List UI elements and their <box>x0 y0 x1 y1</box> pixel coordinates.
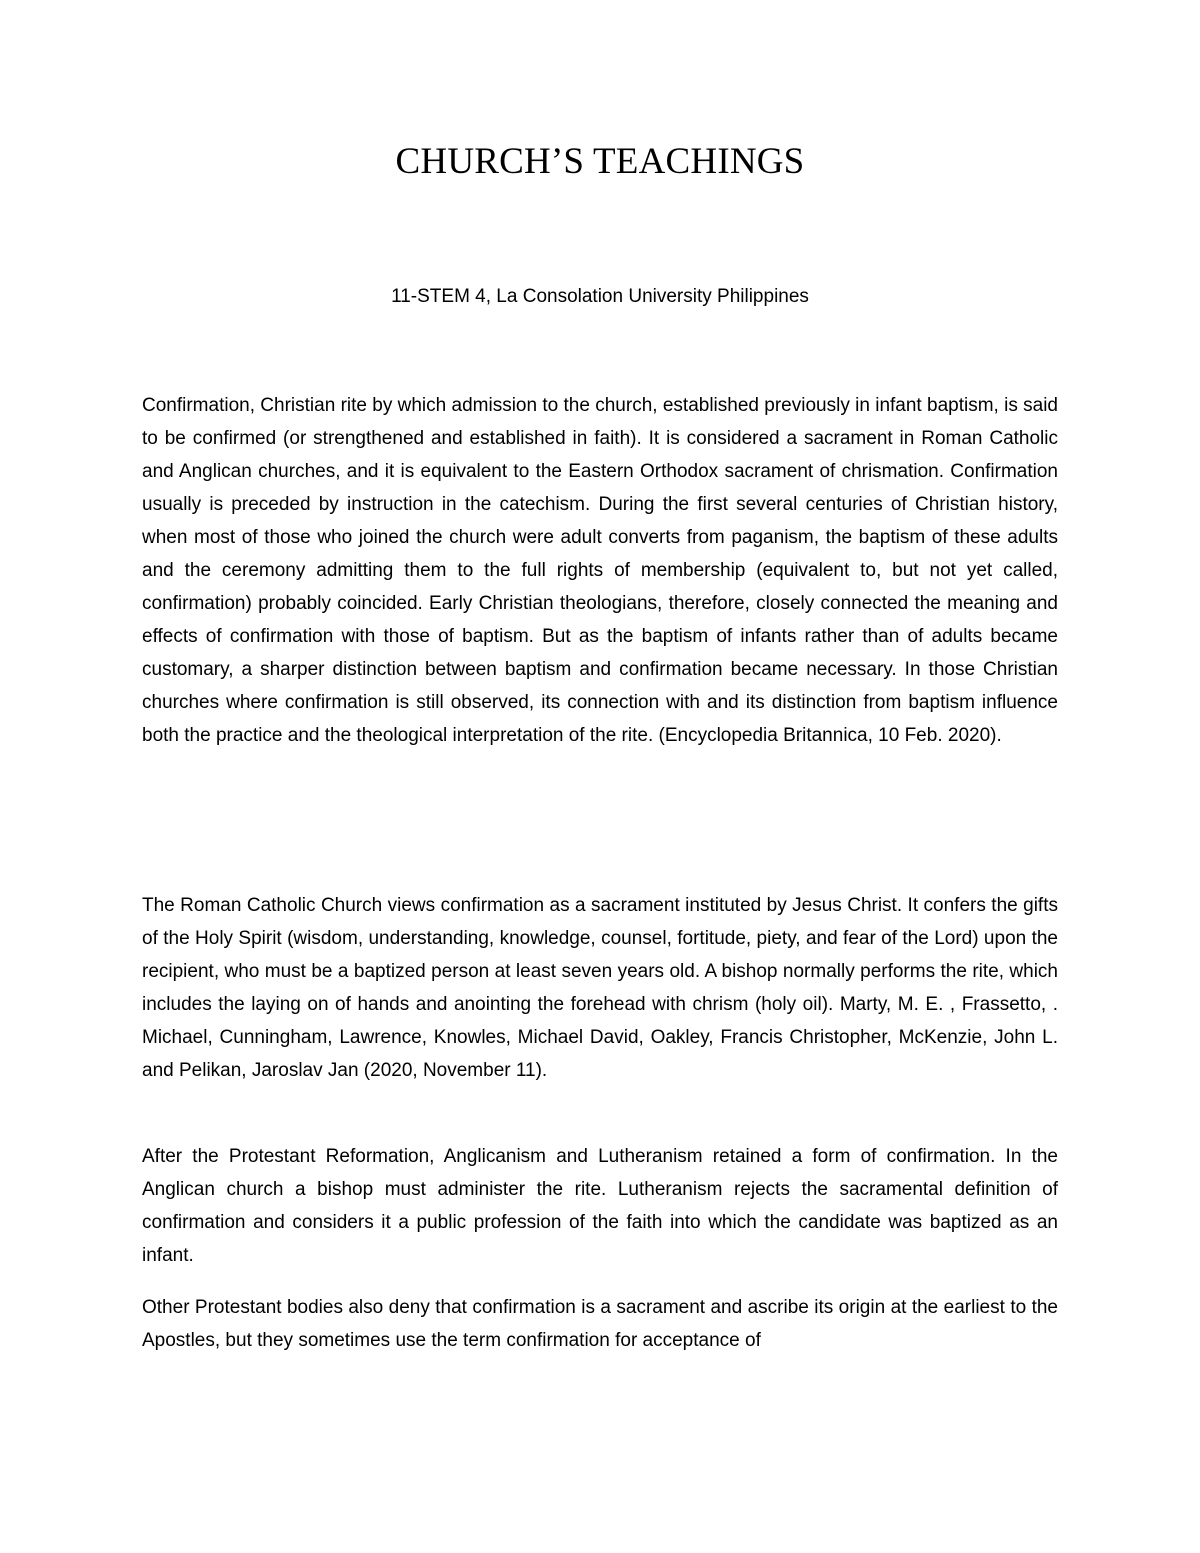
paragraph-other-protestant-bodies: Other Protestant bodies also deny that confirmation is a sacrament and ascribe its origin at the earliest to the Apostles, but they sometimes use the term confirmation for acceptance of <box>142 1297 1058 1351</box>
paragraph-confirmation-definition: Confirmation, Christian rite by which admission to the church, established previously in infant baptism, is said to be confirmed (or strengthened and established in faith). It is considered a sacrament in Roman Catholic and Anglican churches, and it is equivalent to the Eastern Orthodox sacrament of chrismation. Confirmation usually is preceded by instruction in the catechism. During the first several centuries of Christian history, when most of those who joined the church were adult converts from paganism, the baptism of these adults and the ceremony admitting them to the full rights of membership (equivalent to, but not yet called, confirmation) probably coincided. Early Christian theologians, therefore, closely connected the meaning and effects of confirmation with those of baptism. But as the baptism of infants rather than of adults became customary, a sharper distinction between baptism and confirmation became necessary. In those Christian churches where confirmation is still observed, its connection with and its distinction from baptism influence both the practice and the theological interpretation of the rite. (Encyclopedia Britannica, 10 Feb. 2020). <box>142 395 1058 746</box>
paragraph-protestant-reformation: After the Protestant Reformation, Anglicanism and Lutheranism retained a form of confirmation. In the Anglican church a bishop must administer the rite. Lutheranism rejects the sacramental definition of confirmation and considers it a public profession of the faith into which the candidate was baptized as an infant. <box>142 1146 1058 1266</box>
document-title: CHURCH’S TEACHINGS <box>395 141 805 182</box>
paragraph-roman-catholic-view: The Roman Catholic Church views confirmation as a sacrament instituted by Jesus Christ. It confers the gifts of the Holy Spirit (wisdom, understanding, knowledge, counsel, fortitude, piety, and fear of the Lord) upon the recipient, who must be a baptized person at least seven years old. A bishop normally performs the rite, which includes the laying on of hands and anointing the forehead with chrism (holy oil). Marty, M. E. , Frassetto, . Michael, Cunningham, Lawrence, Knowles, Michael David, Oakley, Francis Christopher, McKenzie, John L. and Pelikan, Jaroslav Jan (2020, November 11). <box>142 895 1058 1081</box>
document-subtitle: 11-STEM 4, La Consolation University Philippines <box>391 286 809 307</box>
